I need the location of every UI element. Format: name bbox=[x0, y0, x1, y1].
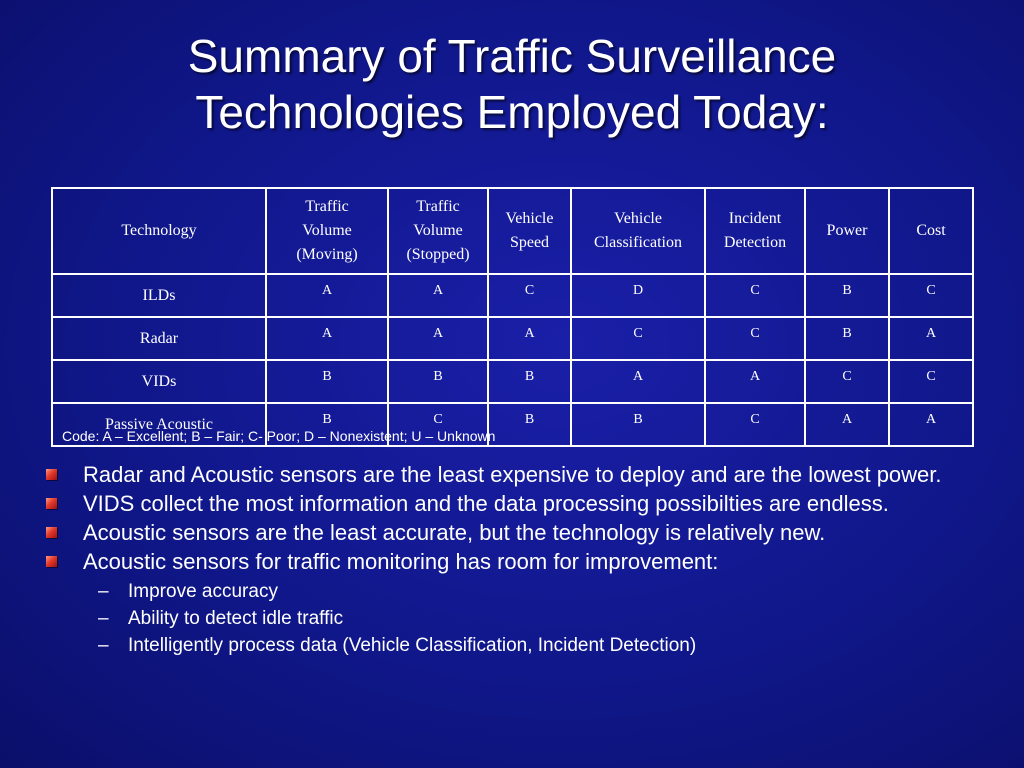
table-cell: C bbox=[488, 274, 571, 317]
table-cell: A bbox=[388, 274, 488, 317]
row-technology-name: Passive Acoustic bbox=[52, 403, 266, 446]
table-cell: B bbox=[805, 317, 889, 360]
table-cell: C bbox=[889, 360, 973, 403]
sub-bullet-text: Intelligently process data (Vehicle Classification, Incident Detection) bbox=[128, 635, 697, 656]
table-cell: C bbox=[571, 317, 705, 360]
table-cell: C bbox=[889, 274, 973, 317]
table-cell: A bbox=[266, 274, 388, 317]
bullet-item bbox=[46, 520, 1006, 545]
header-vehicle-speed: Vehicle Speed bbox=[488, 188, 571, 274]
row-technology-name: VIDs bbox=[52, 360, 266, 403]
grading-code-legend: Code: A – Excellent; B – Fair; C- Poor; D – Nonexistent; U – Unknown bbox=[62, 428, 496, 444]
dash-bullet-icon: – bbox=[98, 635, 109, 656]
row-technology-name: ILDs bbox=[52, 274, 266, 317]
sub-bullet-item bbox=[46, 578, 1006, 605]
table-cell: C bbox=[705, 274, 805, 317]
table-row bbox=[52, 317, 973, 360]
bullet-text: VIDS collect the most information and the data processing possibilties are endless. bbox=[83, 491, 889, 516]
header-cost: Cost bbox=[889, 188, 973, 274]
table-cell: B bbox=[805, 274, 889, 317]
bullet-item bbox=[46, 491, 1006, 516]
header-vehicle-classification: Vehicle Classification bbox=[571, 188, 705, 274]
sub-bullet-item bbox=[46, 632, 1006, 659]
table-cell: A bbox=[266, 317, 388, 360]
bullet-text: Acoustic sensors for traffic monitoring has room for improvement: bbox=[83, 549, 719, 574]
slide-title bbox=[0, 28, 1024, 140]
dash-bullet-icon: – bbox=[98, 608, 109, 629]
header-traffic-volume-stopped: Traffic Volume (Stopped) bbox=[388, 188, 488, 274]
bullet-text: Radar and Acoustic sensors are the least expensive to deploy and are the lowest power. bbox=[83, 462, 942, 487]
square-bullet-icon bbox=[46, 469, 57, 480]
table-cell: B bbox=[388, 360, 488, 403]
sub-bullet-text: Improve accuracy bbox=[128, 581, 278, 602]
table-cell: C bbox=[705, 403, 805, 446]
table-cell: B bbox=[266, 360, 388, 403]
table-cell: B bbox=[488, 403, 571, 446]
table-cell: B bbox=[488, 360, 571, 403]
table-cell: C bbox=[805, 360, 889, 403]
bullet-text: Acoustic sensors are the least accurate, but the technology is relatively new. bbox=[83, 520, 826, 545]
table-row bbox=[52, 274, 973, 317]
table-cell: A bbox=[571, 360, 705, 403]
header-traffic-volume-moving: Traffic Volume (Moving) bbox=[266, 188, 388, 274]
sub-bullet-item bbox=[46, 605, 1006, 632]
table-cell: A bbox=[889, 317, 973, 360]
bullet-list bbox=[46, 462, 1006, 659]
header-power: Power bbox=[805, 188, 889, 274]
header-incident-detection: Incident Detection bbox=[705, 188, 805, 274]
row-technology-name: Radar bbox=[52, 317, 266, 360]
table-cell: A bbox=[488, 317, 571, 360]
technology-comparison-table bbox=[51, 187, 974, 447]
square-bullet-icon bbox=[46, 527, 57, 538]
table-cell: B bbox=[266, 403, 388, 446]
table-cell: A bbox=[388, 317, 488, 360]
table-cell: A bbox=[889, 403, 973, 446]
bullet-item bbox=[46, 462, 1006, 487]
title-line-1: Summary of Traffic Surveillance bbox=[187, 30, 837, 82]
table-cell: C bbox=[388, 403, 488, 446]
square-bullet-icon bbox=[46, 498, 57, 509]
table-cell: D bbox=[571, 274, 705, 317]
dash-bullet-icon: – bbox=[98, 581, 109, 602]
table-cell: A bbox=[705, 360, 805, 403]
bullet-item bbox=[46, 549, 1006, 574]
title-line-2: Technologies Employed Today: bbox=[195, 86, 829, 138]
table-cell: C bbox=[705, 317, 805, 360]
table-header-row bbox=[52, 188, 973, 274]
table-row bbox=[52, 360, 973, 403]
header-technology: Technology bbox=[52, 188, 266, 274]
table-cell: A bbox=[805, 403, 889, 446]
square-bullet-icon bbox=[46, 556, 57, 567]
sub-bullet-text: Ability to detect idle traffic bbox=[128, 608, 344, 629]
table-cell: B bbox=[571, 403, 705, 446]
